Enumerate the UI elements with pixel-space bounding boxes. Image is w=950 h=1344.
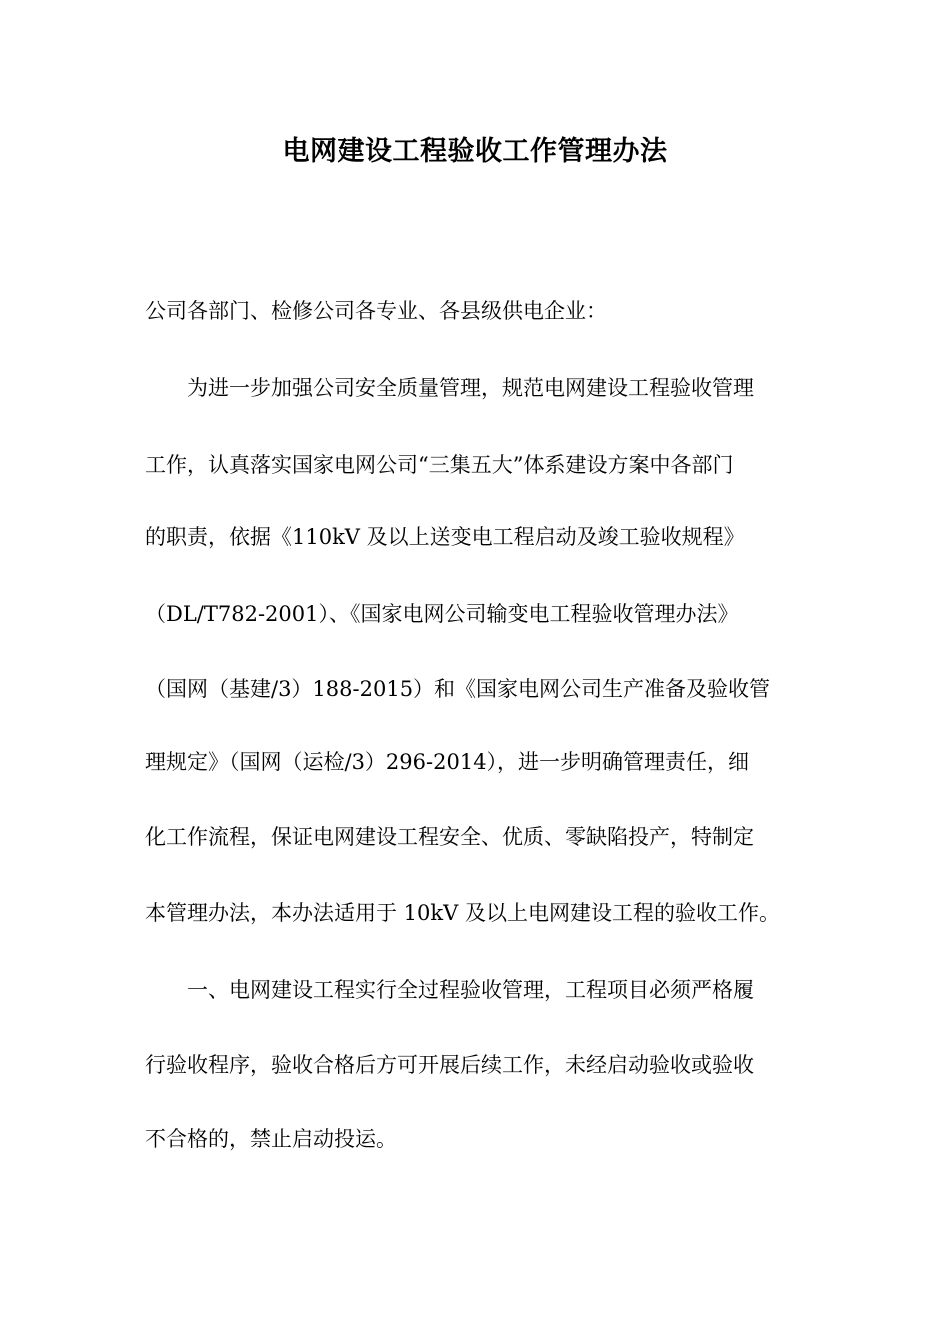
body-line: 一、电网建设工程实行全过程验收管理，工程项目必须严格履 <box>145 978 754 1002</box>
body-line: （DL/T782-2001）、《国家电网公司输变电工程验收管理办法》 <box>145 602 739 626</box>
body-line: 为进一步加强公司安全质量管理，规范电网建设工程验收管理 <box>145 376 754 400</box>
body-line: 理规定》（国网（运检/3）296-2014），进一步明确管理责任，细 <box>145 750 750 774</box>
body-line: 不合格的，禁止启动投运。 <box>145 1127 397 1151</box>
salutation-line: 公司各部门、检修公司各专业、各县级供电企业： <box>145 299 607 323</box>
body-line: 化工作流程，保证电网建设工程安全、优质、零缺陷投产，特制定 <box>145 825 754 849</box>
body-line: 的职责，依据《110kV 及以上送变电工程启动及竣工验收规程》 <box>145 525 745 549</box>
body-line: 行验收程序，验收合格后方可开展后续工作，未经启动验收或验收 <box>145 1053 754 1077</box>
document-title: 电网建设工程验收工作管理办法 <box>282 136 668 167</box>
body-line: （国网（基建/3）188-2015）和《国家电网公司生产准备及验收管 <box>145 677 771 701</box>
body-line: 本管理办法，本办法适用于 10kV 及以上电网建设工程的验收工作。 <box>145 901 780 925</box>
body-line: 工作，认真落实国家电网公司“三集五大”体系建设方案中各部门 <box>145 453 734 477</box>
